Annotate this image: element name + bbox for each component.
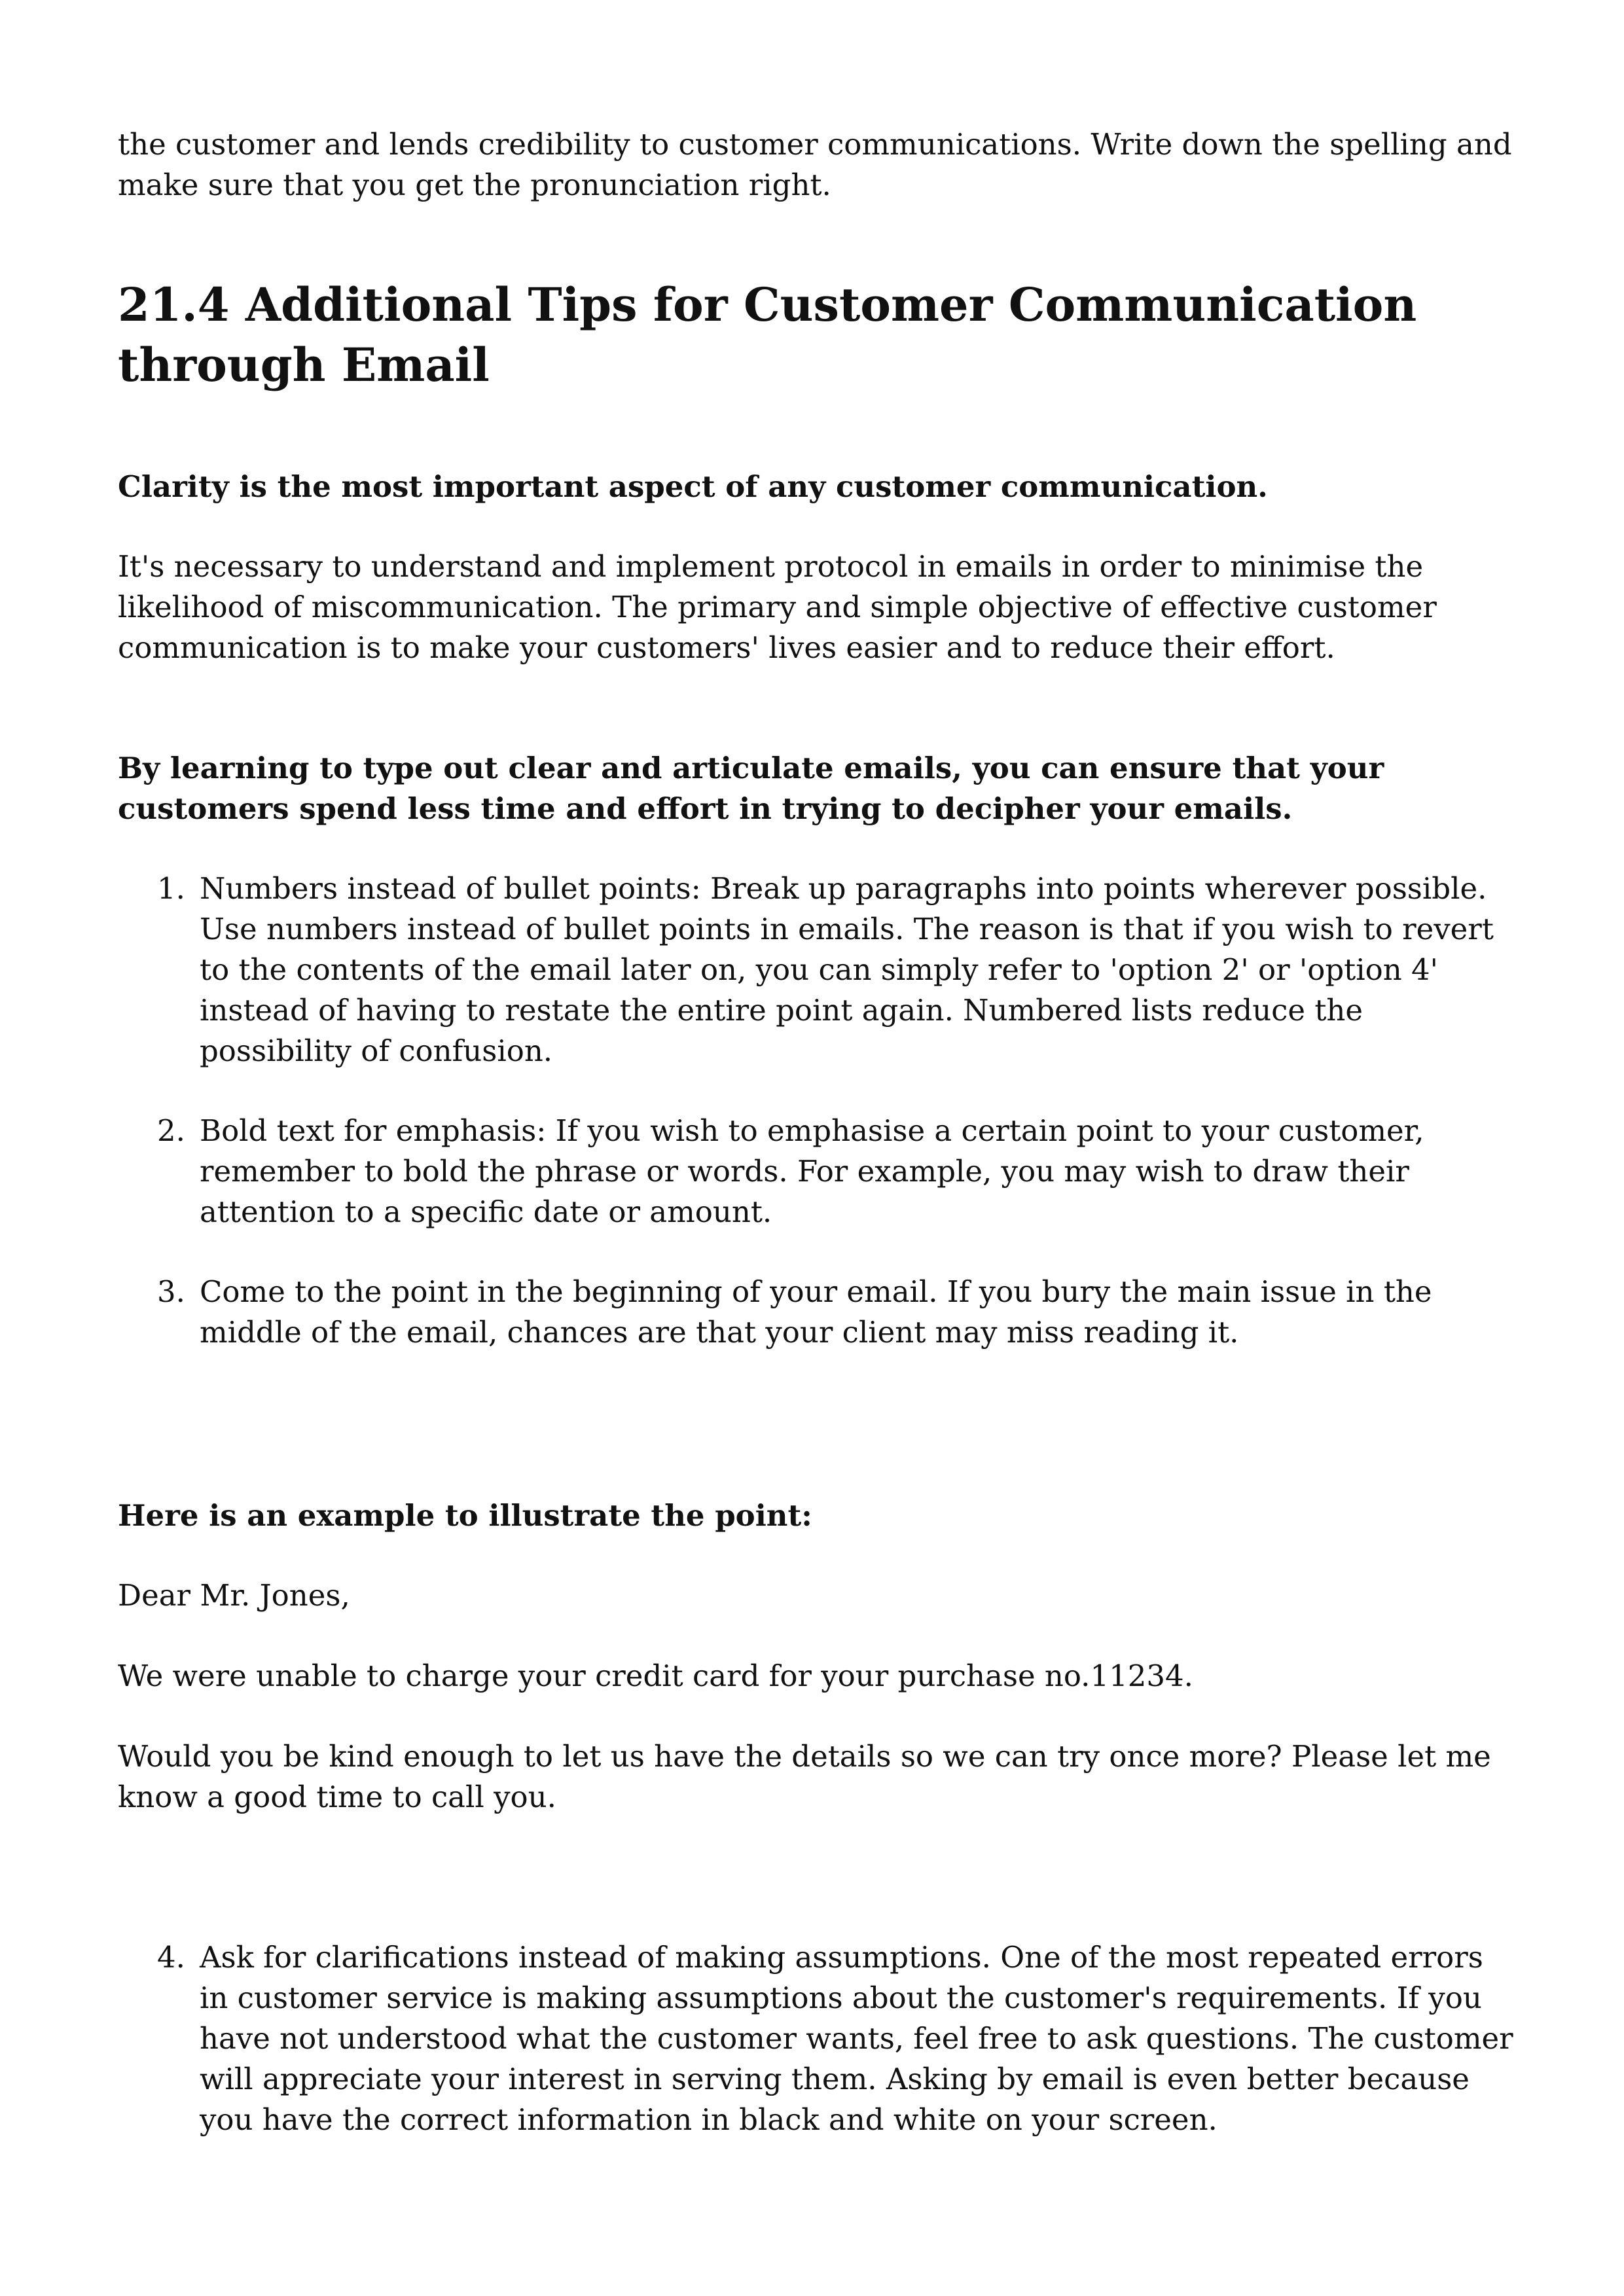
list-item-text: Bold text for emphasis: If you wish to emphasise a certain point to your customer, remember to bold the phrase or words. For example, you may wish to draw their attention to a specific date or amount. <box>200 1113 1424 1229</box>
list-item <box>118 1272 1519 1353</box>
list-item-text: Ask for clarifications instead of making assumptions. One of the most repeated errors in customer service is making assumptions about the customer's requirements. If you have not understood what the customer wants, feel free to ask questions. The customer will appreciate your interest in serving them. Asking by email is even better because you have the correct information in black and white on your screen. <box>200 1940 1513 2137</box>
learning-heading: By learning to type out clear and articulate emails, you can ensure that your customers spend less time and effort in trying to decipher your emails. <box>118 751 1384 826</box>
example-line-1: We were unable to charge your credit card for your purchase no.11234. <box>118 1659 1193 1693</box>
example-salutation: Dear Mr. Jones, <box>118 1578 350 1613</box>
list-item <box>118 1937 1519 2140</box>
tips-list-continued <box>118 1937 1519 2140</box>
list-number: 2. <box>157 1113 185 1148</box>
intro-continuation-paragraph: the customer and lends credibility to customer communications. Write down the spelling and make sure that you get the pronunciation right. <box>118 127 1512 202</box>
tips-list <box>118 869 1519 1353</box>
list-item <box>118 869 1519 1071</box>
list-number: 4. <box>157 1940 185 1975</box>
protocol-paragraph: It's necessary to understand and implement protocol in emails in order to minimise the likelihood of miscommunication. The primary and simple objective of effective customer communication is to make your customers' lives easier and to reduce their effort. <box>118 549 1437 665</box>
list-number: 1. <box>157 871 185 906</box>
example-line-2: Would you be kind enough to let us have the details so we can try once more? Please let me know a good time to call you. <box>118 1739 1491 1814</box>
section-heading: 21.4 Additional Tips for Customer Communication through Email <box>118 278 1417 392</box>
list-item <box>118 1111 1519 1232</box>
list-item-text: Come to the point in the beginning of your email. If you bury the main issue in the middle of the email, chances are that your client may miss reading it. <box>200 1274 1432 1350</box>
list-item-text: Numbers instead of bullet points: Break up paragraphs into points wherever possible. Use numbers instead of bullet points in emails. The reason is that if you wish to revert to the contents of the email later on, you can simply refer to 'option 2' or 'option 4' instead of having to restate the entire point again. Numbered lists reduce the possibility of confusion. <box>200 871 1494 1068</box>
clarity-heading: Clarity is the most important aspect of any customer communication. <box>118 469 1268 504</box>
list-number: 3. <box>157 1274 185 1309</box>
example-heading: Here is an example to illustrate the point: <box>118 1498 812 1533</box>
